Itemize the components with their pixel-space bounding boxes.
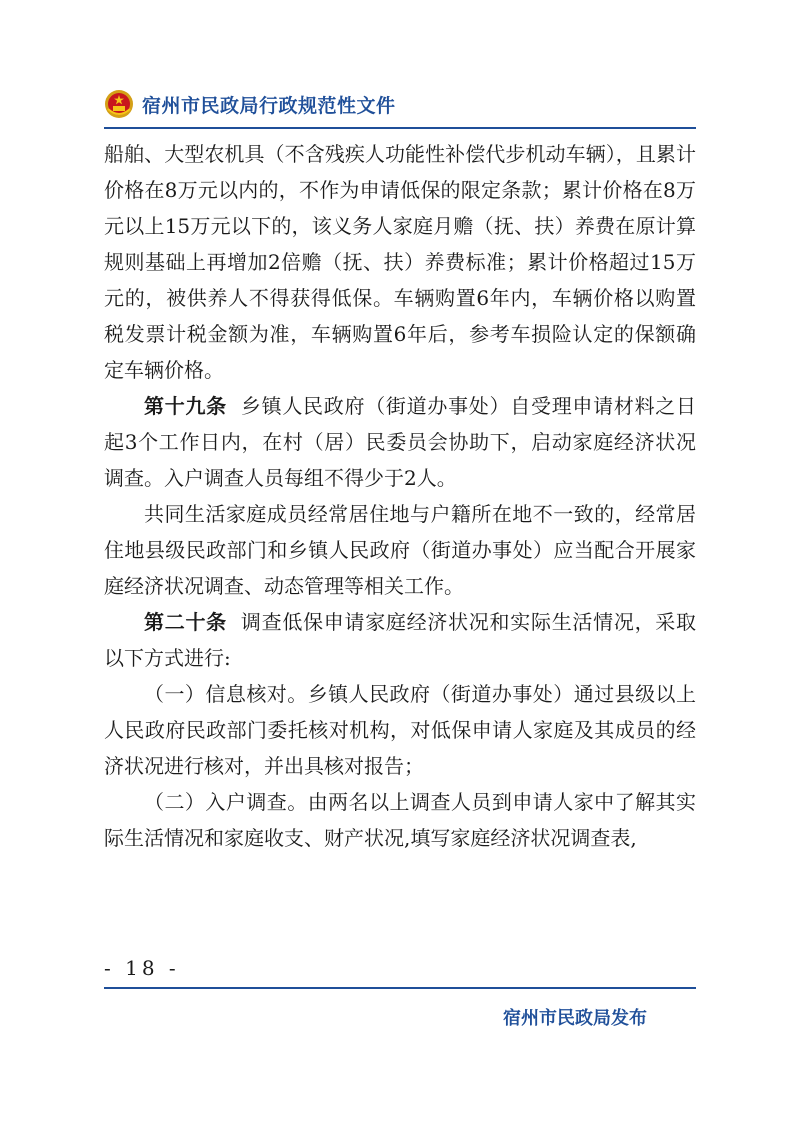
item-number: （一） bbox=[144, 682, 206, 706]
article-text: 乡镇人民政府（街道办事处）自受理申请材料之日起3个工作日内，在村（居）民委员会协助下，启动家庭经济状况调查。入户调查人员每组不得少于2人。 bbox=[104, 394, 697, 490]
list-item-home-survey bbox=[104, 784, 696, 856]
item-number: （二） bbox=[144, 790, 206, 814]
list-item-info-check bbox=[104, 676, 696, 784]
paragraph-residence: 共同生活家庭成员经常居住地与户籍所在地不一致的，经常居住地县级民政部门和乡镇人民政府（街道办事处）应当配合开展家庭经济状况调查、动态管理等相关工作。 bbox=[104, 502, 696, 598]
page-number: - 18 - bbox=[104, 956, 180, 980]
article-number: 第十九条 bbox=[144, 394, 227, 418]
publisher-label: 宿州市民政局发布 bbox=[503, 1008, 647, 1029]
paragraph-continuation: 船舶、大型农机具（不含残疾人功能性补偿代步机动车辆），且累计价格在8万元以内的，不作为申请低保的限定条款；累计价格在8万元以上15万元以下的，该义务人家庭月赡（抚、扶）养费在原计算规则基础上再增加2倍赡（抚、扶）养费标准；累计价格超过15万元的，被供养人不得获得低保。车辆购置6年内，车辆价格以购置税发票计税金额为准，车辆购置6年后，参考车损险认定的保额确定车辆价格。 bbox=[104, 142, 696, 382]
item-text: 信息核对。乡镇人民政府（街道办事处）通过县级以上人民政府民政部门委托核对机构，对低保申请人家庭及其成员的经济状况进行核对，并出具核对报告； bbox=[104, 682, 697, 778]
document-body bbox=[104, 136, 696, 856]
article-20 bbox=[104, 604, 696, 676]
article-19 bbox=[104, 388, 696, 496]
document-header bbox=[104, 84, 696, 124]
national-emblem-icon bbox=[104, 89, 134, 119]
article-text: 调查低保申请家庭经济状况和实际生活情况，采取以下方式进行: bbox=[104, 610, 697, 670]
article-number: 第二十条 bbox=[144, 610, 227, 634]
document-header-title: 宿州市民政局行政规范性文件 bbox=[142, 94, 396, 117]
header-divider bbox=[104, 127, 696, 129]
item-text: 入户调查。由两名以上调查人员到申请人家中了解其实际生活情况和家庭收支、财产状况,填写家庭经济状况调查表, bbox=[104, 790, 697, 850]
footer-divider bbox=[104, 987, 696, 989]
